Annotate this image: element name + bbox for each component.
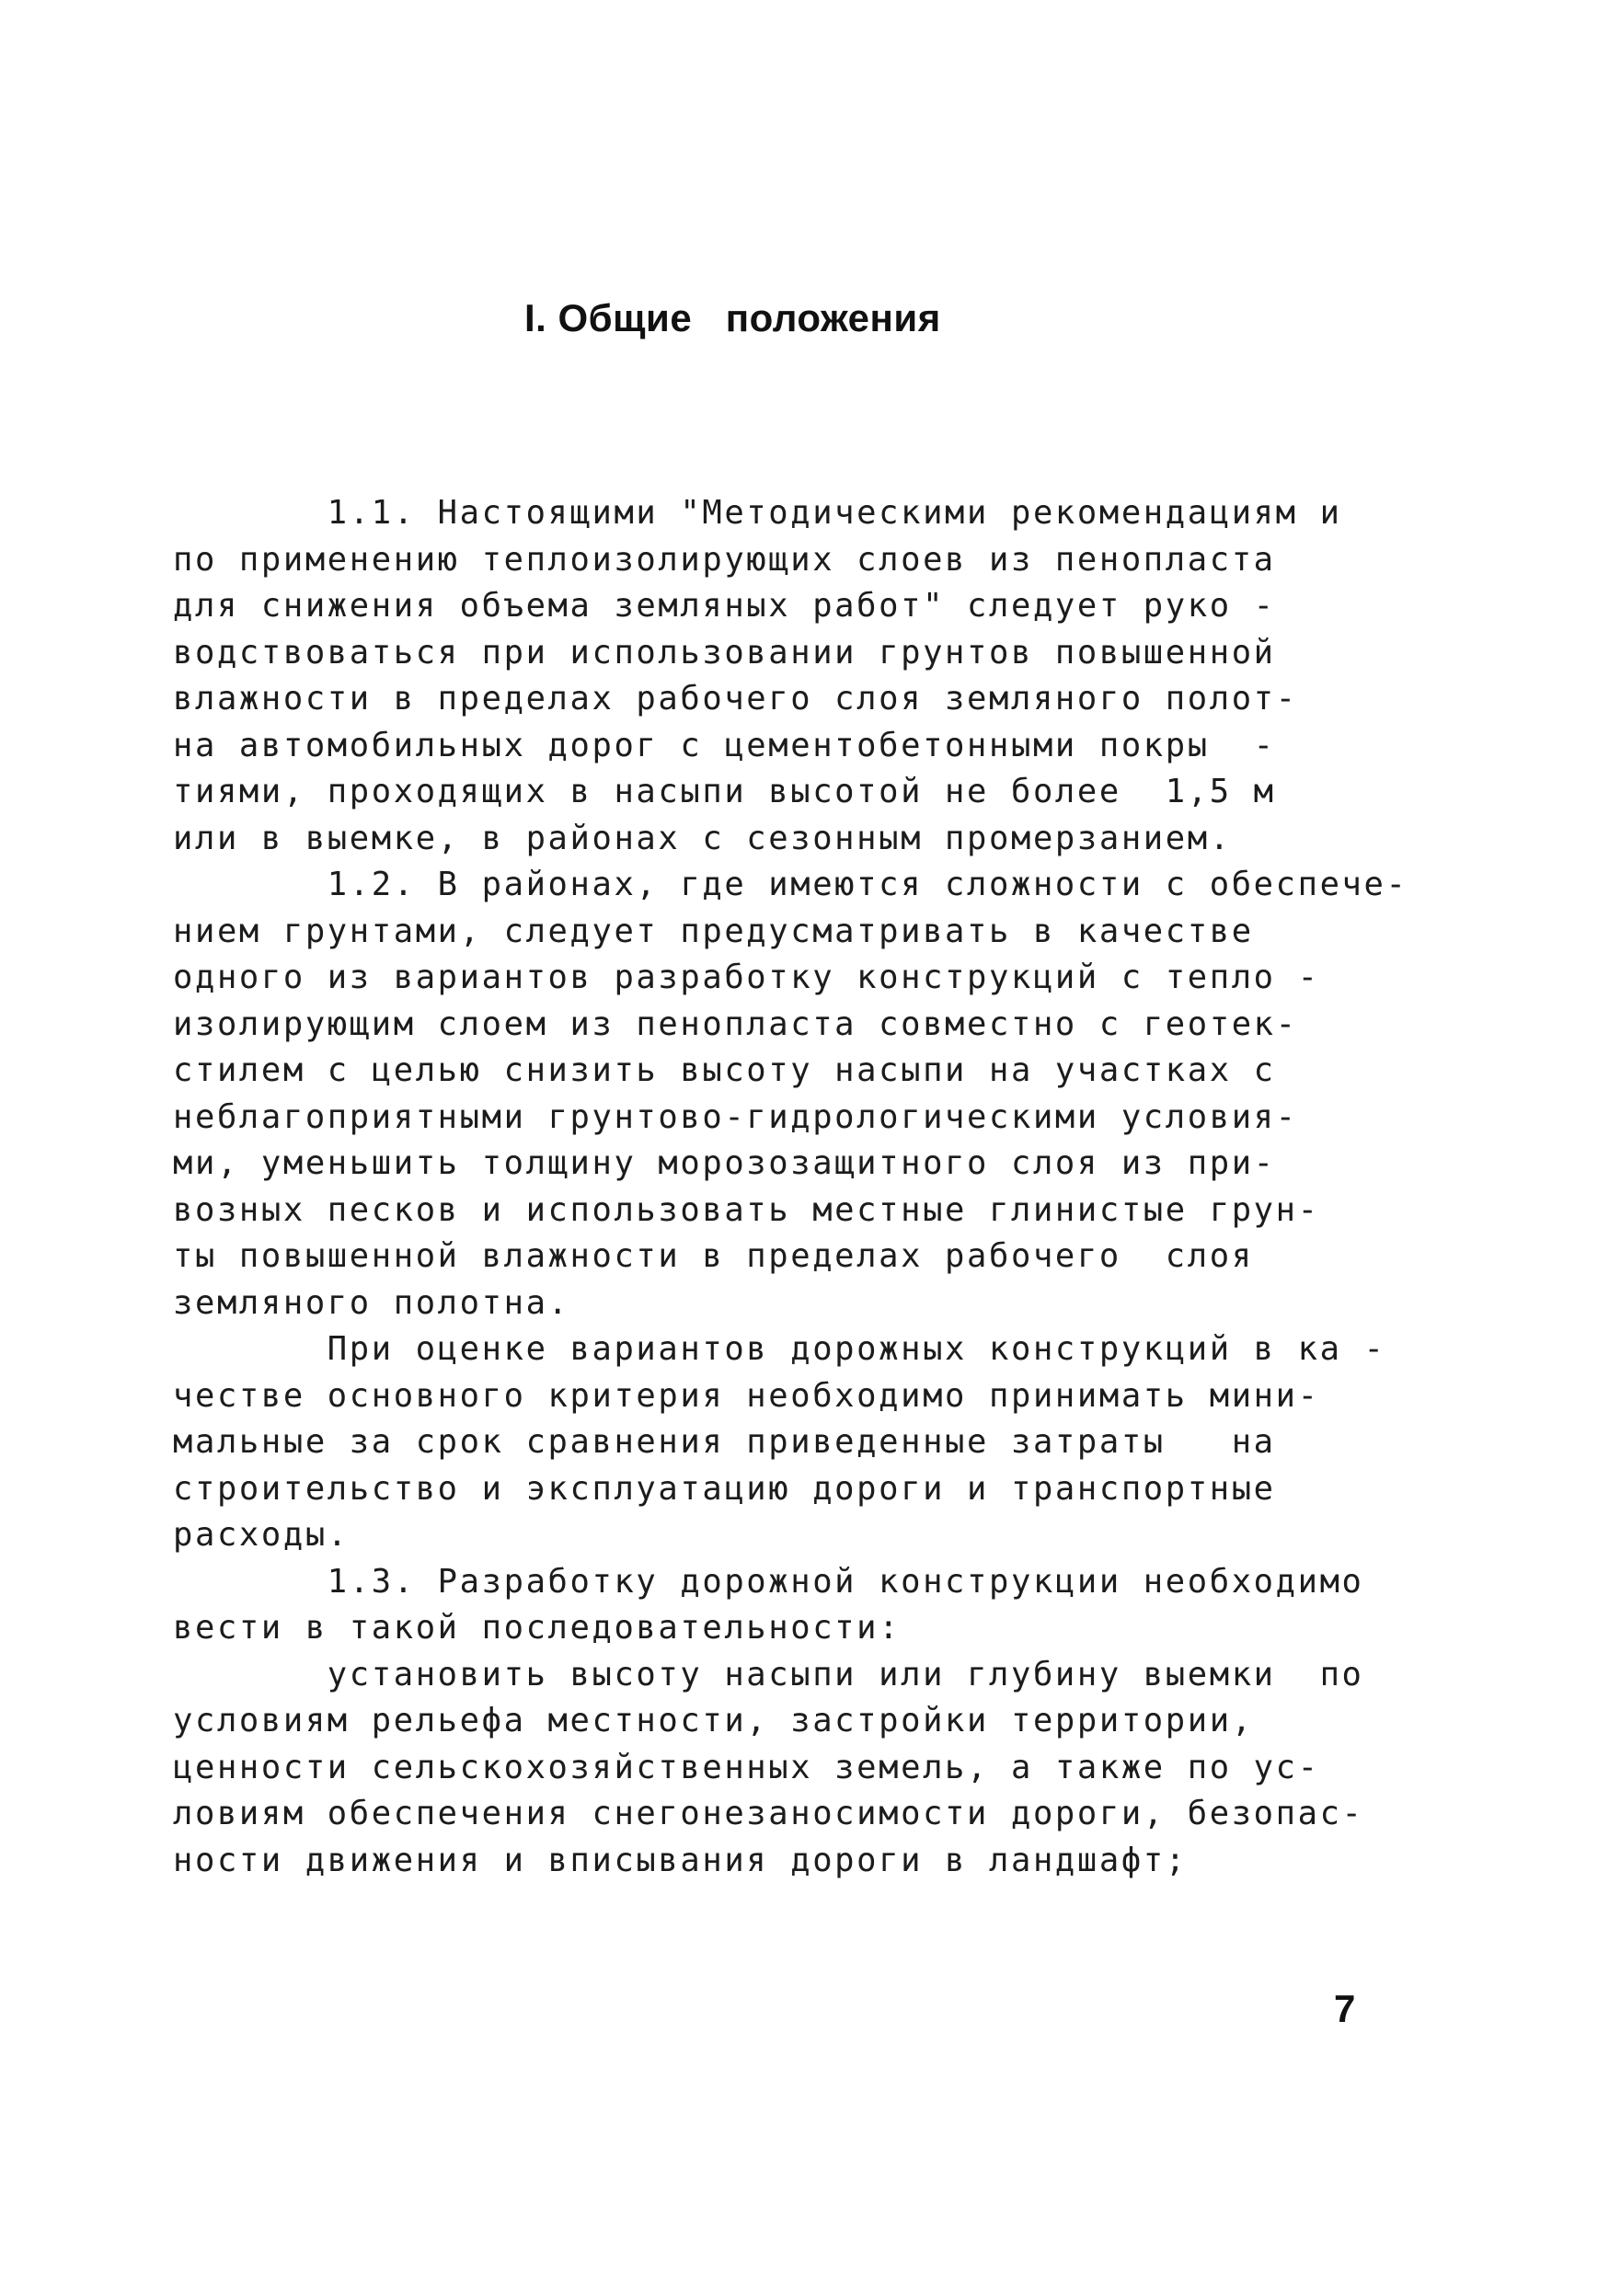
section-heading: I. Общие положения xyxy=(524,296,941,339)
text-line: расходы. xyxy=(173,1516,350,1554)
text-line: 1.1. Настоящими "Методическими рекомендациям и xyxy=(173,494,1342,532)
text-line: строительство и эксплуатацию дороги и транспортные xyxy=(173,1469,1276,1508)
text-line: ты повышенной влажности в пределах рабочего слоя xyxy=(173,1237,1254,1275)
text-line: 1.3. Разработку дорожной конструкции необходимо xyxy=(173,1562,1364,1601)
text-line: изолирующим слоем из пенопласта совместно с геотек- xyxy=(173,1004,1298,1043)
text-line: При оценке вариантов дорожных конструкций в ка - xyxy=(173,1330,1386,1368)
text-line: или в выемке, в районах с сезонным промерзанием. xyxy=(173,819,1232,857)
text-line: возных песков и использовать местные глинистые грун- xyxy=(173,1190,1320,1229)
text-line: честве основного критерия необходимо принимать мини- xyxy=(173,1376,1320,1415)
text-line: стилем с целью снизить высоту насыпи на участках с xyxy=(173,1051,1276,1089)
text-line: неблагоприятными грунтово-гидрологическими условия- xyxy=(173,1097,1298,1136)
text-line: 1.2. В районах, где имеются сложности с обеспече- xyxy=(173,866,1408,903)
text-line: тиями, проходящих в насыпи высотой не более 1,5 м xyxy=(173,773,1276,810)
text-line: вести в такой последовательности: xyxy=(173,1609,902,1647)
text-line: нием грунтами, следует предусматривать в качестве xyxy=(173,912,1254,950)
text-line: ми, уменьшить толщину морозозащитного слоя из при- xyxy=(173,1144,1276,1182)
text-line: по применению теплоизолирующих слоев из пенопласта xyxy=(173,540,1276,579)
text-line: ценности сельскохозяйственных земель, а также по ус- xyxy=(173,1748,1320,1786)
text-line: мальные за срок сравнения приведенные затраты на xyxy=(173,1423,1276,1461)
text-line: на автомобильных дорог с цементобетонными покры - xyxy=(173,726,1276,764)
text-line: ловиям обеспечения снегонезаносимости дороги, безопас- xyxy=(173,1795,1364,1832)
text-line: ности движения и вписывания дороги в ландшафт; xyxy=(173,1841,1188,1879)
text-line: условиям рельефа местности, застройки территории, xyxy=(173,1702,1254,1739)
page-number: 7 xyxy=(1334,1987,1356,2030)
text-line: земляного полотна. xyxy=(173,1283,570,1322)
text-line: установить высоту насыпи или глубину выемки по xyxy=(173,1655,1364,1693)
text-line: для снижения объема земляных работ" следует руко - xyxy=(173,587,1276,625)
text-line: влажности в пределах рабочего слоя земляного полот- xyxy=(173,680,1298,718)
text-line: водствоваться при использовании грунтов повышенной xyxy=(173,633,1276,672)
body-text xyxy=(173,490,1408,1884)
text-line: одного из вариантов разработку конструкций с тепло - xyxy=(173,959,1320,996)
